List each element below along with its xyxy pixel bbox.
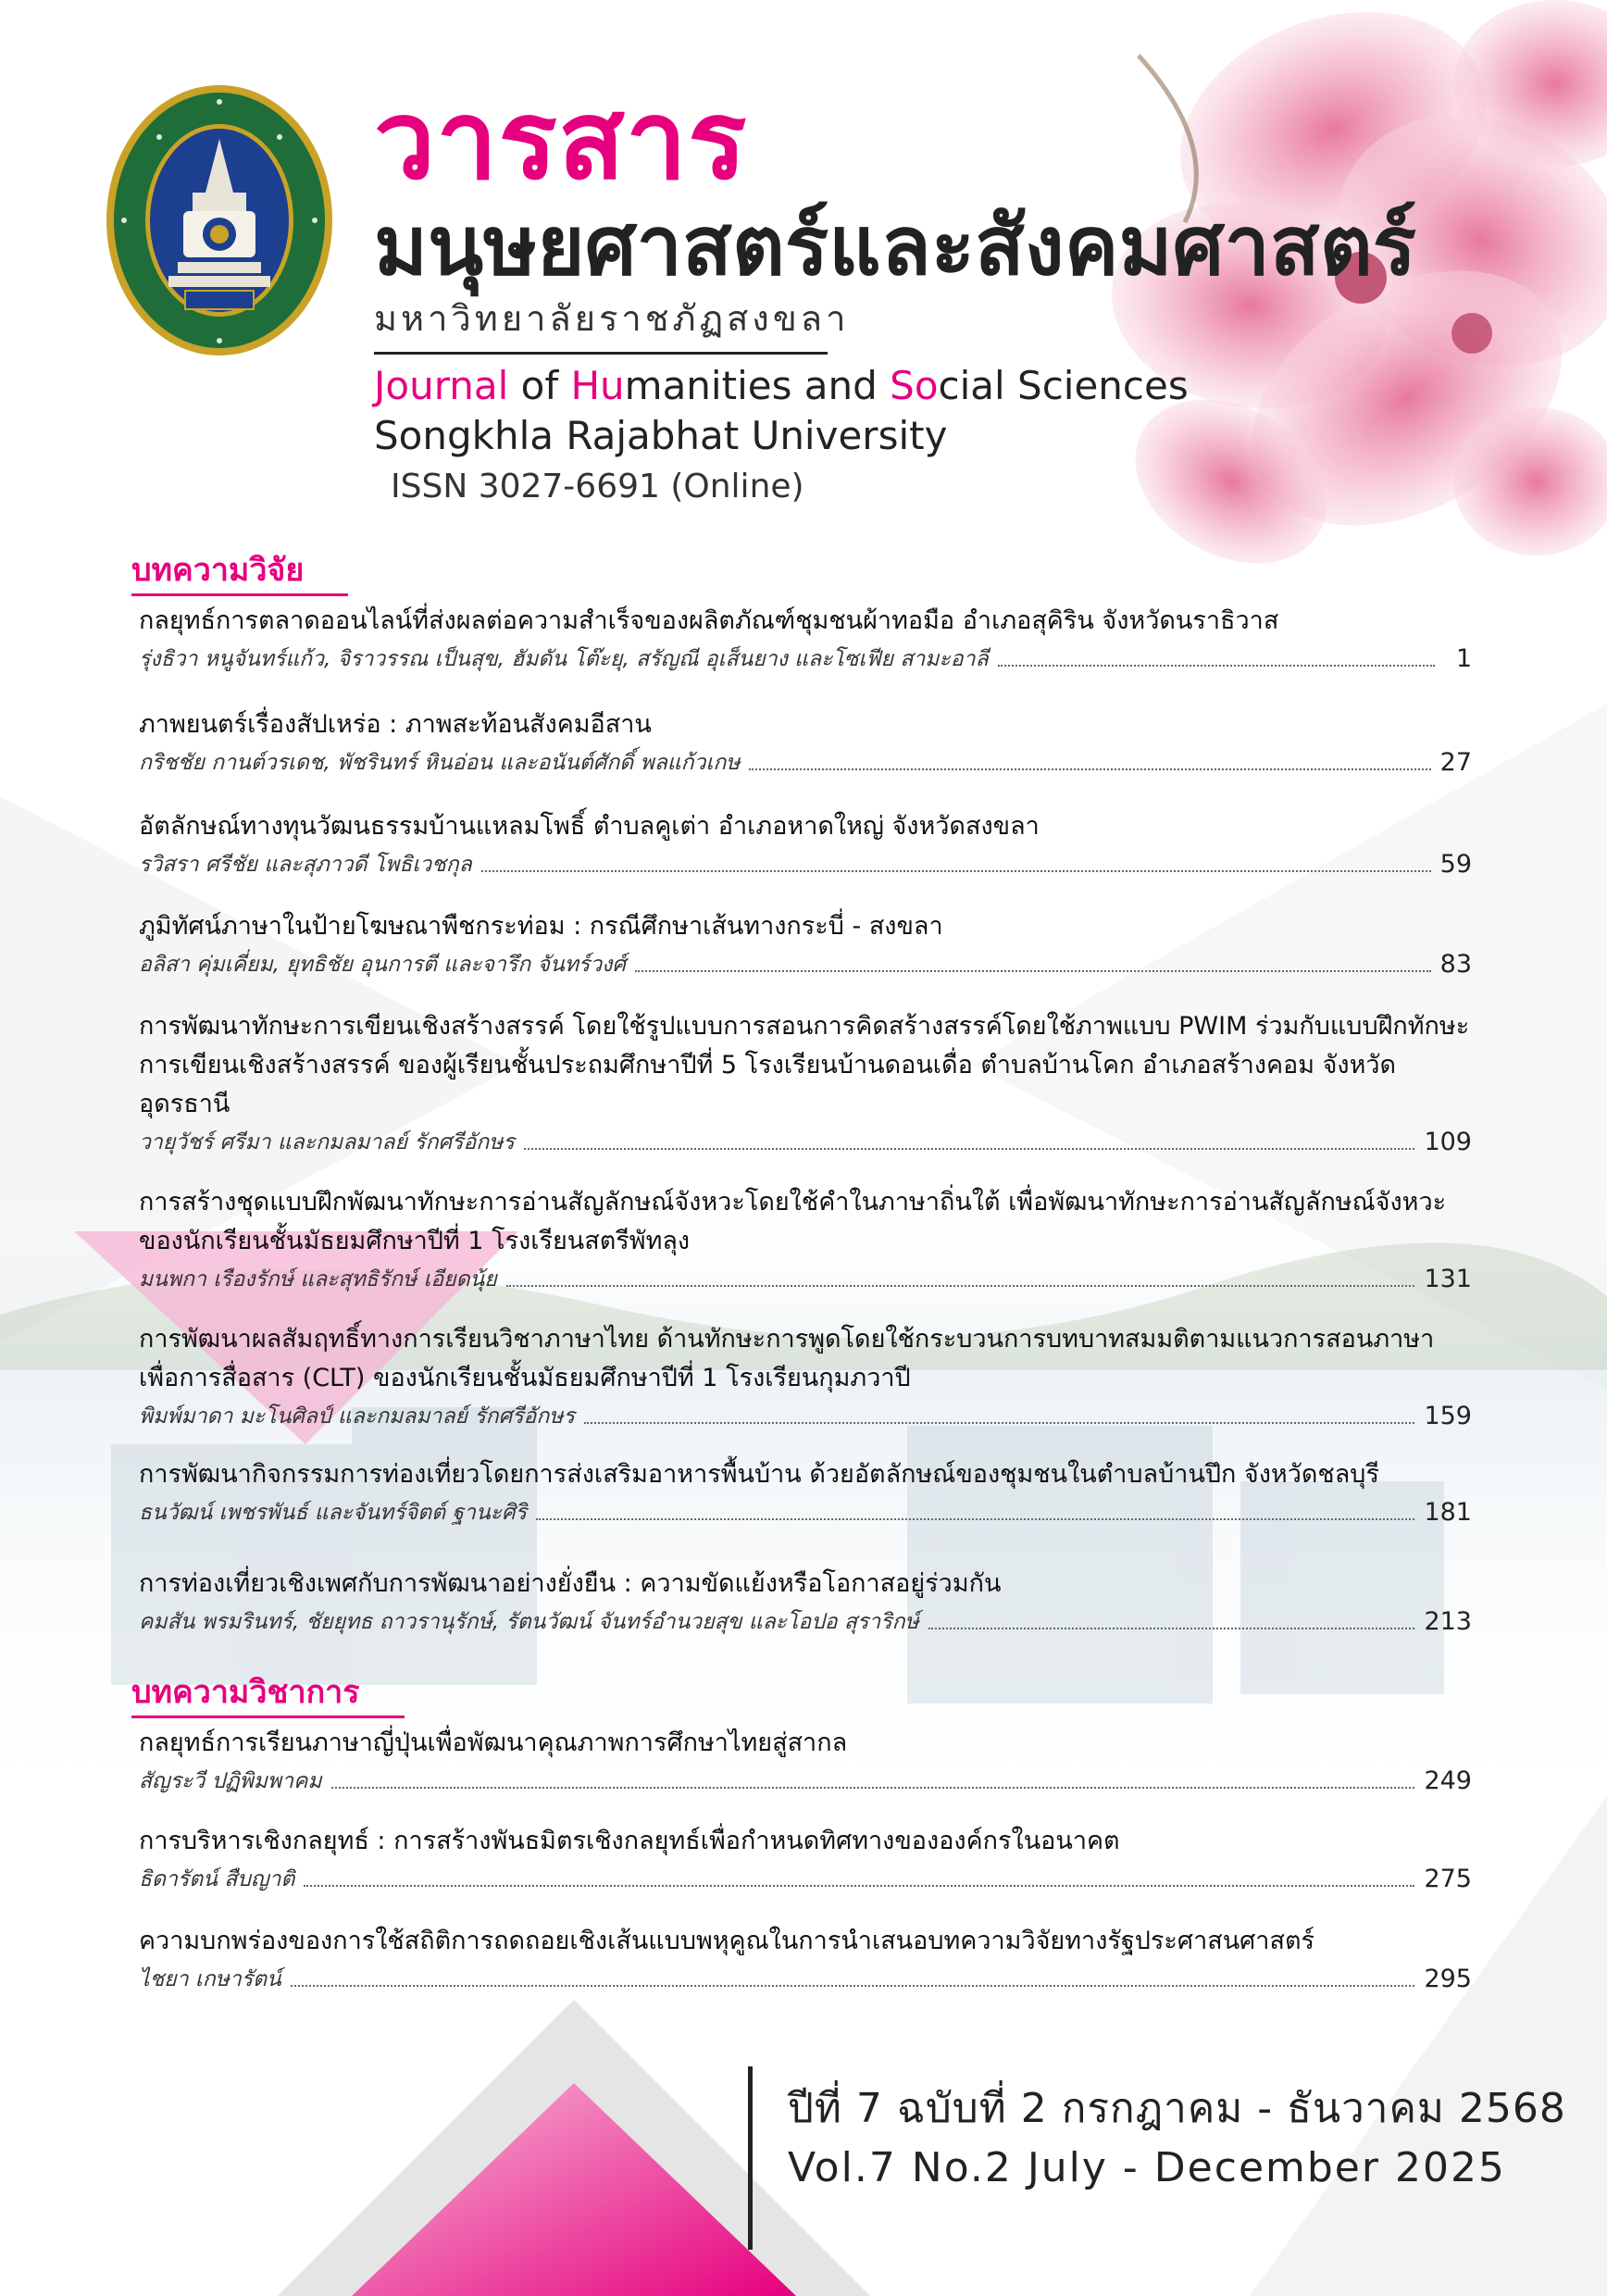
dot-leader [506, 1284, 1415, 1287]
article-title[interactable]: การพัฒนากิจกรรมการท่องเที่ยวโดยการส่งเสริมอาหารพื้นบ้าน ด้วยอัตลักษณ์ของชุมชนในตำบลบ้านปึก จังหวัดชลบุรี [139, 1460, 1379, 1489]
article-author-row [139, 1263, 1472, 1296]
article-entry[interactable] [139, 1183, 1472, 1296]
article-author-row [139, 1963, 1472, 1996]
title-divider [374, 352, 828, 355]
title-en-part: Journal [374, 363, 509, 408]
title-en-part: So [890, 363, 939, 408]
article-author-row [139, 1605, 1472, 1639]
dot-leader [481, 869, 1431, 872]
article-title[interactable]: กลยุทธ์การตลาดออนไลน์ที่ส่งผลต่อความสำเร็จของผลิตภัณฑ์ชุมชนผ้าทอมือ อำเภอสุคิริน จังหวัดนราธิวาส [139, 606, 1279, 635]
article-page-number[interactable]: 159 [1424, 1402, 1472, 1430]
dot-leader [331, 1786, 1415, 1789]
dot-leader [635, 969, 1431, 972]
article-page-number[interactable]: 109 [1424, 1128, 1472, 1156]
journal-subtitle-th: มนุษยศาสตร์และสังคมศาสตร์ [374, 198, 1416, 293]
article-entry[interactable] [139, 602, 1472, 676]
article-authors: ไชยา เกษารัตน์ [139, 1967, 281, 1991]
article-entry[interactable] [139, 1922, 1472, 1996]
article-page-number[interactable]: 59 [1439, 850, 1472, 879]
article-author-row [139, 746, 1472, 780]
article-author-row [139, 1126, 1472, 1159]
article-author-row [139, 643, 1472, 676]
title-en-part: cial Sciences [938, 363, 1189, 408]
article-entry[interactable] [139, 1007, 1472, 1159]
article-page-number[interactable]: 83 [1439, 950, 1472, 979]
article-page-number[interactable]: 1 [1455, 644, 1472, 673]
article-entry[interactable] [139, 807, 1472, 881]
issue-th: ปีที่ 7 ฉบับที่ 2 กรกฎาคม - ธันวาคม 2568 [788, 2085, 1566, 2132]
article-entry[interactable] [139, 907, 1472, 981]
university-name-th: มหาวิทยาลัยราชภัฏสงขลา [374, 298, 850, 339]
section-research-heading: บทความวิจัย [131, 552, 348, 596]
article-entry[interactable] [139, 1724, 1472, 1798]
article-authors: พิมพ์มาดา มะโนศิลป์ และกมลมาลย์ รักศรีอักษร [139, 1404, 575, 1429]
article-entry[interactable] [139, 1455, 1472, 1529]
article-title[interactable]: อัตลักษณ์ทางทุนวัฒนธรรมบ้านแหลมโพธิ์ ตำบลคูเต่า อำเภอหาดใหญ่ จังหวัดสงขลา [139, 812, 1040, 841]
article-title[interactable]: การสร้างชุดแบบฝึกพัฒนาทักษะการอ่านสัญลักษณ์จังหวะโดยใช้คำในภาษาถิ่นใต้ เพื่อพัฒนาทักษะการอ่านสัญลักษณ์จังหวะของนักเรียนชั้นมัธยมศึกษาปีที่ 1 โรงเรียนสตรีพัทลุง [139, 1188, 1447, 1255]
article-authors: สัญระวี ปฏิพิมพาคม [139, 1769, 322, 1793]
article-entry[interactable] [139, 705, 1472, 780]
article-author-row [139, 948, 1472, 981]
article-title[interactable]: ภาพยนตร์เรื่องสัปเหร่อ : ภาพสะท้อนสังคมอีสาน [139, 710, 652, 739]
article-authors: มนพกา เรืองรักษ์ และสุทธิรักษ์ เอียดนุ้ย [139, 1267, 497, 1292]
title-en-part: Hu [570, 363, 625, 408]
dot-leader [749, 767, 1430, 770]
section-academic-heading: บทความวิชาการ [131, 1674, 405, 1718]
university-name-en: Songkhla Rajabhat University [374, 413, 948, 458]
article-authors: คมสัน พรมรินทร์, ชัยยุทธ ถาวรานุรักษ์, รัตนวัฒน์ จันทร์อำนวยสุข และโอปอ สุราริกษ์ [139, 1610, 919, 1634]
dot-leader [524, 1147, 1415, 1150]
title-en-part: manities and [624, 363, 891, 408]
dot-leader [304, 1884, 1414, 1887]
article-entry[interactable] [139, 1565, 1472, 1639]
university-logo [104, 81, 335, 359]
article-page-number[interactable]: 213 [1424, 1607, 1472, 1636]
article-authors: อลิสา คุ่มเคี่ยม, ยุทธิชัย อุนการตี และจารึก จันทร์วงศ์ [139, 953, 626, 977]
article-page-number[interactable]: 249 [1424, 1766, 1472, 1795]
article-title[interactable]: การท่องเที่ยวเชิงเพศกับการพัฒนาอย่างยั่งยืน : ความขัดแย้งหรือโอกาสอยู่ร่วมกัน [139, 1569, 1002, 1598]
article-authors: ธิดารัตน์ สืบญาติ [139, 1867, 295, 1891]
journal-title-en [374, 363, 1189, 408]
article-author-row [139, 1863, 1472, 1896]
article-title[interactable]: การบริหารเชิงกลยุทธ์ : การสร้างพันธมิตรเชิงกลยุทธ์เพื่อกำหนดทิศทางขององค์กรในอนาคต [139, 1827, 1120, 1855]
article-title[interactable]: ภูมิทัศน์ภาษาในป้ายโฆษณาพืชกระท่อม : กรณีศึกษาเส้นทางกระบี่ - สงขลา [139, 912, 943, 941]
article-page-number[interactable]: 295 [1424, 1965, 1472, 1993]
issue-info [748, 2066, 1566, 2250]
article-page-number[interactable]: 275 [1424, 1865, 1472, 1893]
article-author-row [139, 1400, 1472, 1433]
journal-title-th: วารสาร [374, 76, 748, 204]
title-en-part: of [508, 363, 571, 408]
article-page-number[interactable]: 131 [1424, 1265, 1472, 1293]
article-title[interactable]: การพัฒนาทักษะการเขียนเชิงสร้างสรรค์ โดยใช้รูปแบบการสอนการคิดสร้างสรรค์โดยใช้ภาพแบบ PWIM ร่วมกับแบบฝึกทักษะการเขียนเชิงสร้างสรรค์ ของผู้เรียนชั้นประถมศึกษาปีที่ 5 โรงเรียนบ้านดอนเดื่อ ตำบลบ้านโคก อำเภอสร้างคอม จังหวัดอุดรธานี [139, 1012, 1470, 1118]
issn: ISSN 3027-6691 (Online) [391, 468, 804, 505]
dot-leader [536, 1517, 1414, 1520]
article-authors: รวิสรา ศรีชัย และสุภาวดี โพธิเวชกุล [139, 853, 472, 877]
article-entry[interactable] [139, 1320, 1472, 1433]
article-authors: ธนวัฒน์ เพชรพันธ์ และจันทร์จิตต์ ฐานะศิริ [139, 1501, 527, 1525]
article-author-row [139, 1765, 1472, 1798]
article-authors: กริชชัย กานต์วรเดช, พัชรินทร์ หินอ่อน และอนันต์ศักดิ์ พลแก้วเกษ [139, 751, 741, 775]
article-title[interactable]: ความบกพร่องของการใช้สถิติการถดถอยเชิงเส้นแบบพหุคูณในการนำเสนอบทความวิจัยทางรัฐประศาสนศาสตร์ [139, 1927, 1314, 1955]
dot-leader [584, 1421, 1415, 1424]
dot-leader [998, 664, 1435, 667]
article-title[interactable]: การพัฒนาผลสัมฤทธิ์ทางการเรียนวิชาภาษาไทย ด้านทักษะการพูดโดยใช้กระบวนการบทบาทสมมติตามแนวการสอนภาษาเพื่อการสื่อสาร (CLT) ของนักเรียนชั้นมัธยมศึกษาปีที่ 1 โรงเรียนกุมภวาปี [139, 1325, 1435, 1392]
article-entry[interactable] [139, 1822, 1472, 1896]
article-author-row [139, 848, 1472, 881]
dot-leader [928, 1627, 1415, 1629]
article-authors: รุ่งธิวา หนูจันทร์แก้ว, จิราวรรณ เป็นสุข, ฮัมดัน โต๊ะยุ, สรัญณี อุเส็นยาง และโซเฟีย สามะอาลี [139, 647, 989, 671]
article-page-number[interactable]: 181 [1424, 1498, 1472, 1527]
article-author-row [139, 1496, 1472, 1529]
cover-header [0, 0, 1607, 518]
article-title[interactable]: กลยุทธ์การเรียนภาษาญี่ปุ่นเพื่อพัฒนาคุณภาพการศึกษาไทยสู่สากล [139, 1728, 848, 1757]
article-page-number[interactable]: 27 [1439, 748, 1472, 777]
article-authors: วายุวัชร์ ศรีมา และกมลมาลย์ รักศรีอักษร [139, 1130, 515, 1154]
dot-leader [291, 1984, 1415, 1987]
issue-en: Vol.7 No.2 July - December 2025 [788, 2144, 1506, 2191]
